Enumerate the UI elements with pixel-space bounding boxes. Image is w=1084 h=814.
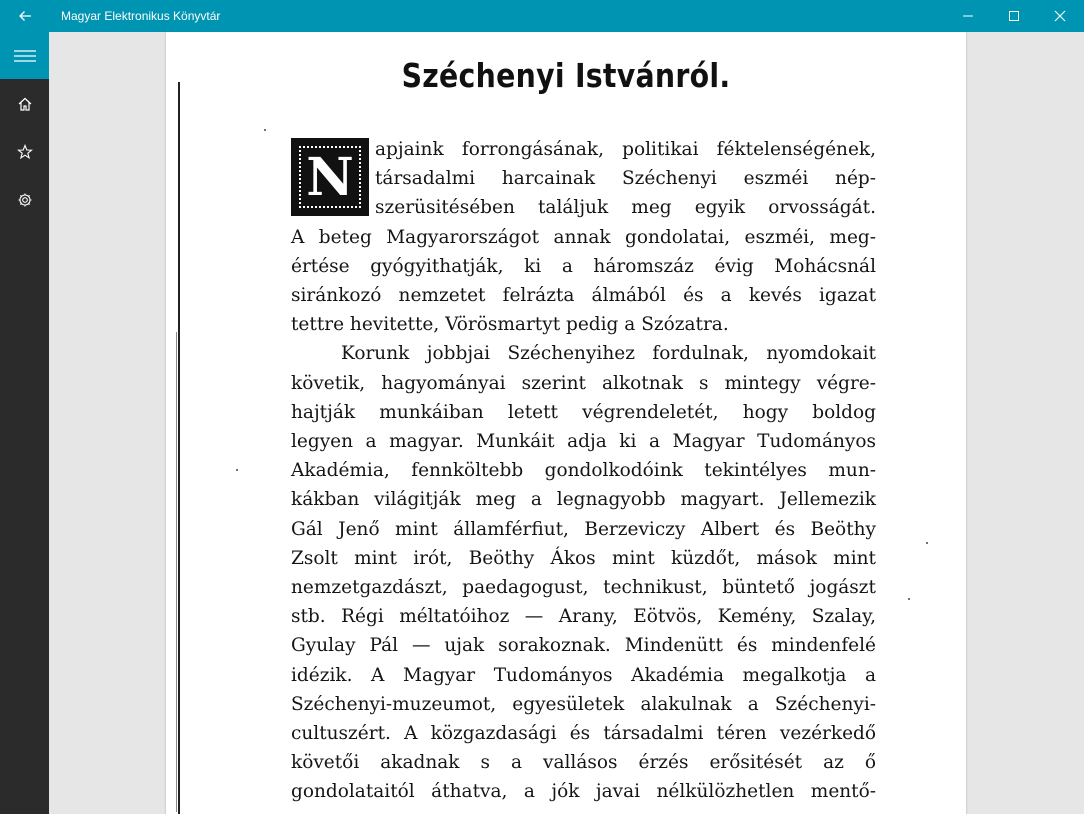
text-line: Zsolt mint irót, Beöthy Ákos mint küzdőt, mások mint xyxy=(291,547,876,569)
scan-margin-line-faint xyxy=(176,332,177,812)
page-title: Széchenyi Istvánról. xyxy=(401,56,731,95)
text-line: Gál Jenő mint államférfiut, Berzeviczy Albert és Beöthy xyxy=(291,518,876,540)
text-line: stb. Régi méltatóihoz — Arany, Eötvös, Kemény, Szalay, xyxy=(291,606,876,628)
text-line: kákban világitják meg a legnagyobb magyart. Jellemezik xyxy=(291,489,876,511)
text-line: apjaink forrongásának, politikai féktelenségének, xyxy=(375,139,876,160)
dropcap-letter: N xyxy=(299,146,361,208)
text-line: szerüsitésében találjuk meg egyik orvosságát. xyxy=(375,197,876,219)
sidebar-item-settings[interactable] xyxy=(0,176,49,224)
minimize-icon xyxy=(962,10,974,22)
close-button[interactable] xyxy=(1037,0,1083,32)
app-title: Magyar Elektronikus Könyvtár xyxy=(61,9,221,23)
text-line: A beteg Magyarországot annak gondolatai, eszméi, meg- xyxy=(291,226,876,248)
text-line: Korunk jobbjai Széchenyihez fordulnak, nyomdokait xyxy=(341,343,876,365)
text-line: tettre hevitette, Vörösmartyt pedig a Szózatra. xyxy=(291,314,729,336)
back-button[interactable] xyxy=(0,0,49,32)
text-line: Akadémia, fennköltebb gondolkodóink tekintélyes mun- xyxy=(291,460,876,482)
star-icon xyxy=(17,144,33,160)
gear-icon xyxy=(17,192,33,208)
scan-speck xyxy=(236,469,238,471)
sidebar-item-home[interactable] xyxy=(0,80,49,128)
title-bar xyxy=(0,0,1084,32)
maximize-button[interactable] xyxy=(991,0,1037,32)
scan-speck xyxy=(264,129,266,131)
hamburger-icon xyxy=(14,49,36,63)
text-line: társadalmi harcainak Széchenyi eszméi nép- xyxy=(375,168,876,190)
text-line: Széchenyi-muzeumot, egyesületek alakulnak a Széchenyi- xyxy=(291,693,876,715)
scan-margin-line xyxy=(178,82,180,814)
text-line: Gyulay Pál — ujak sorakoznak. Mindenütt és mindenfelé xyxy=(291,635,876,657)
sidebar xyxy=(0,32,49,814)
text-line: legyen a magyar. Munkáit adja ki a Magyar Tudományos xyxy=(291,431,876,453)
close-icon xyxy=(1054,10,1066,22)
sidebar-item-favorites[interactable] xyxy=(0,128,49,176)
scanned-page xyxy=(166,32,966,814)
text-line: hajtják munkáiban letett végrendeletét, hogy boldog xyxy=(291,401,876,423)
minimize-button[interactable] xyxy=(945,0,991,32)
text-line: értése gyógyithatják, ki a háromszáz évig Mohácsnál xyxy=(291,255,876,277)
document-viewer[interactable] xyxy=(49,32,1084,814)
text-line: követik, hagyományai szerint alkotnak s mintegy végre- xyxy=(291,372,876,394)
text-line: nemzetgazdászt, paedagogust, technikust, büntető jogászt xyxy=(291,577,876,599)
body-text xyxy=(291,135,876,807)
scan-speck xyxy=(926,542,928,544)
home-icon xyxy=(17,96,33,112)
text-line: cultuszért. A közgazdasági és társadalmi téren vezérkedő xyxy=(291,723,876,745)
arrow-left-icon xyxy=(18,9,32,23)
text-line: gondolataitól áthatva, a jók javai nélkülözhetlen mentő- xyxy=(291,781,876,803)
menu-button[interactable] xyxy=(0,32,49,79)
text-line: követői akadnak s a vallásos érzés erősitését az ő xyxy=(291,752,876,774)
maximize-icon xyxy=(1008,10,1020,22)
text-line: siránkozó nemzetet felrázta álmából és a kevés igazat xyxy=(291,285,876,307)
text-line: idézik. A Magyar Tudományos Akadémia megalkotja a xyxy=(291,664,876,686)
scan-speck xyxy=(908,598,910,600)
